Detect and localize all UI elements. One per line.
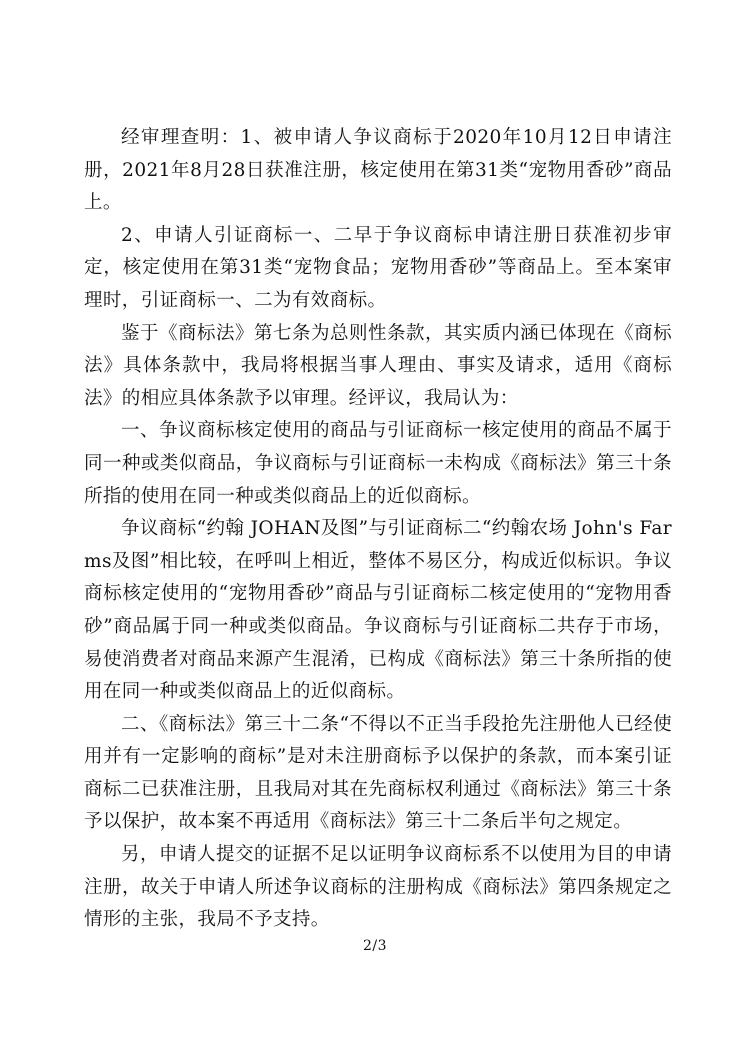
- document-body: [84, 122, 672, 937]
- page-number: 2/3: [362, 938, 388, 954]
- paragraph-comparison: 争议商标“约翰 JOHAN及图”与引证商标二“约翰农场 John's Farms及图”相比较，在呼叫上相近，整体不易区分，构成近似标识。争议商标核定使用的“宠物用香砂”商品与引证商标二核定使用的“宠物用香砂”商品属于同一种或类似商品。争议商标与引证商标二共存于市场，易使消费者对商品来源产生混淆，已构成《商标法》第三十条所指的使用在同一种或类似商品上的近似商标。: [84, 518, 672, 703]
- paragraph-findings-2: 2、申请人引证商标一、二早于争议商标申请注册日获准初步审定，核定使用在第31类“宠物食品；宠物用香砂”等商品上。至本案审理时，引证商标一、二为有效商标。: [84, 224, 672, 311]
- paragraph-article-4: 另，申请人提交的证据不足以证明争议商标系不以使用为目的申请注册，故关于申请人所述争议商标的注册构成《商标法》第四条规定之情形的主张，我局不予支持。: [84, 844, 672, 931]
- paragraph-opinion-2: 二、《商标法》第三十二条“不得以不正当手段抢先注册他人已经使用并有一定影响的商标”是对未注册商标予以保护的条款，而本案引证商标二已获准注册，且我局对其在先商标权利通过《商标法》第三十条予以保护，故本案不再适用《商标法》第三十二条后半句之规定。: [84, 713, 672, 833]
- paragraph-findings-1: 经审理查明：1、被申请人争议商标于2020年10月12日申请注册，2021年8月28日获准注册，核定使用在第31类“宠物用香砂”商品上。: [84, 127, 672, 214]
- paragraph-opinion-1: 一、争议商标核定使用的商品与引证商标一核定使用的商品不属于同一种或类似商品，争议商标与引证商标一未构成《商标法》第三十条所指的使用在同一种或类似商品上的近似商标。: [84, 420, 672, 507]
- paragraph-article-7: 鉴于《商标法》第七条为总则性条款，其实质内涵已体现在《商标法》具体条款中，我局将根据当事人理由、事实及请求，适用《商标法》的相应具体条款予以审理。经评议，我局认为：: [84, 322, 672, 409]
